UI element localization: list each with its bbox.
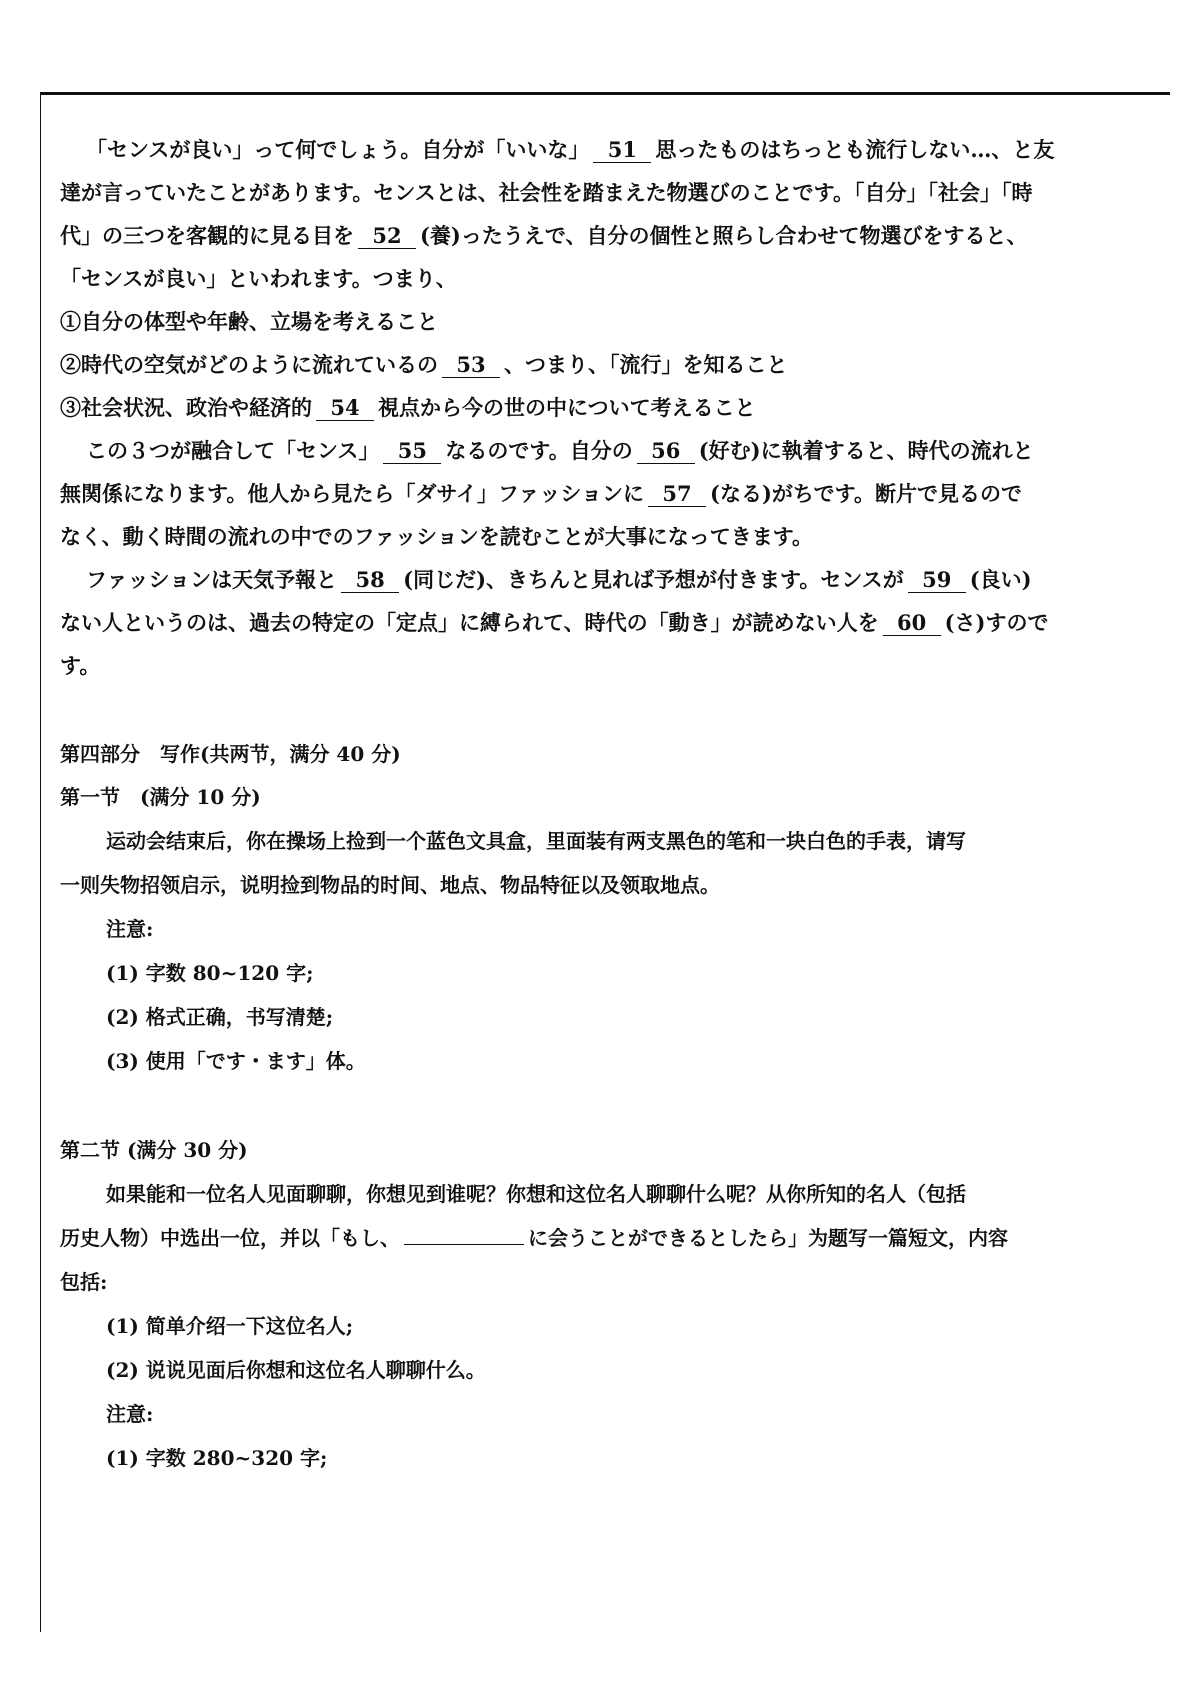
reading-line — [60, 472, 1140, 515]
reading-line — [60, 343, 1140, 386]
reading-line: ①自分の体型や年齢、立場を考えること — [60, 309, 438, 334]
blank-52[interactable]: 52 — [358, 224, 416, 249]
reading-line — [60, 386, 1140, 429]
section1-title: 第一节 (满分 10 分) — [60, 785, 261, 809]
reading-line — [60, 429, 1140, 472]
text: 思ったものはちっとも流行しない…、と友 — [655, 137, 1055, 162]
text: ない人というのは、過去の特定の「定点」に縛られて、時代の「動き」が読めない人を — [60, 610, 879, 635]
reading-line: す。 — [60, 653, 101, 678]
section1-prompt: 一则失物招领启示，说明捡到物品的时间、地点、物品特征以及领取地点。 — [60, 873, 720, 897]
section2-prompt: 包括: — [60, 1270, 108, 1294]
section2-prompt — [60, 1216, 1140, 1260]
blank-54[interactable]: 54 — [316, 396, 374, 421]
reading-line — [60, 601, 1140, 644]
section2-note-label: 注意: — [106, 1402, 154, 1426]
section2-note-item: (1) 字数 280~320 字; — [106, 1446, 328, 1470]
blank-58[interactable]: 58 — [341, 568, 399, 593]
text: (同じだ)、きちんと見れば予想が付きます。センスが — [403, 567, 904, 592]
blank-55[interactable]: 55 — [383, 439, 441, 464]
page-top-rule — [40, 92, 1170, 95]
text: ファッションは天気予報と — [86, 567, 338, 592]
text: ②時代の空気がどのように流れているの — [60, 352, 438, 377]
spacer — [60, 687, 1140, 733]
text: (なる)がちです。断片で見るので — [710, 481, 1022, 506]
text: (好む)に執着すると、時代の流れと — [698, 438, 1034, 463]
blank-51[interactable]: 51 — [593, 138, 651, 163]
section2-content-item: (2) 说说见面后你想和这位名人聊聊什么。 — [106, 1358, 486, 1382]
reading-line — [60, 128, 1140, 171]
part4-title: 第四部分 写作(共两节，满分 40 分) — [60, 742, 401, 766]
text: (良い) — [969, 567, 1032, 592]
spacer — [60, 1083, 1140, 1129]
section1-prompt: 运动会结束后，你在操场上捡到一个蓝色文具盒，里面装有两支黑色的笔和一块白色的手表，请写 — [106, 829, 966, 853]
text: 無関係になります。他人から見たら「ダサイ」ファッションに — [60, 481, 645, 506]
reading-line: 達が言っていたことがあります。センスとは、社会性を踏まえた物選びのことです。「自分」「社会」「時 — [60, 180, 1033, 205]
section1-note-label: 注意: — [106, 917, 154, 941]
section1-note-item: (2) 格式正确，书写清楚; — [106, 1005, 334, 1029]
reading-line: なく、動く時間の流れの中でのファッションを読むことが大事になってきます。 — [60, 524, 814, 549]
blank-56[interactable]: 56 — [637, 439, 695, 464]
reading-line — [60, 214, 1140, 257]
text: に会うことができるとしたら」为题写一篇短文，内容 — [528, 1226, 1008, 1250]
section2-prompt: 如果能和一位名人见面聊聊，你想见到谁呢？你想和这位名人聊聊什么呢？从你所知的名人（包括 — [106, 1182, 966, 1206]
text: 、つまり、「流行」を知ること — [504, 352, 788, 377]
section1-note-item: (1) 字数 80~120 字; — [106, 961, 314, 985]
reading-line: 「センスが良い」といわれます。つまり、 — [60, 266, 457, 291]
blank-53[interactable]: 53 — [442, 353, 500, 378]
section2-title: 第二节 (满分 30 分) — [60, 1138, 248, 1162]
name-blank[interactable] — [404, 1244, 524, 1245]
text: (養)ったうえで、自分の個性と照らし合わせて物選びをすると、 — [420, 223, 1028, 248]
section1-note-item: (3) 使用「です・ます」体。 — [106, 1049, 366, 1073]
text: (さ)すので — [944, 610, 1049, 635]
page-left-rule — [40, 92, 41, 1632]
blank-59[interactable]: 59 — [908, 568, 966, 593]
text: この３つが融合して「センス」 — [86, 438, 380, 463]
text: 視点から今の世の中について考えること — [378, 395, 756, 420]
exam-content — [60, 128, 1140, 1480]
text: なるのです。自分の — [445, 438, 633, 463]
text: ③社会状況、政治や経済的 — [60, 395, 312, 420]
reading-line — [60, 558, 1140, 601]
text: 代」の三つを客観的に見る目を — [60, 223, 354, 248]
text: 「センスが良い」って何でしょう。自分が「いいな」 — [86, 137, 590, 162]
blank-60[interactable]: 60 — [883, 611, 941, 636]
text: 历史人物）中选出一位，并以「もし、 — [60, 1226, 400, 1250]
blank-57[interactable]: 57 — [648, 482, 706, 507]
section2-content-item: (1) 简单介绍一下这位名人; — [106, 1314, 354, 1338]
